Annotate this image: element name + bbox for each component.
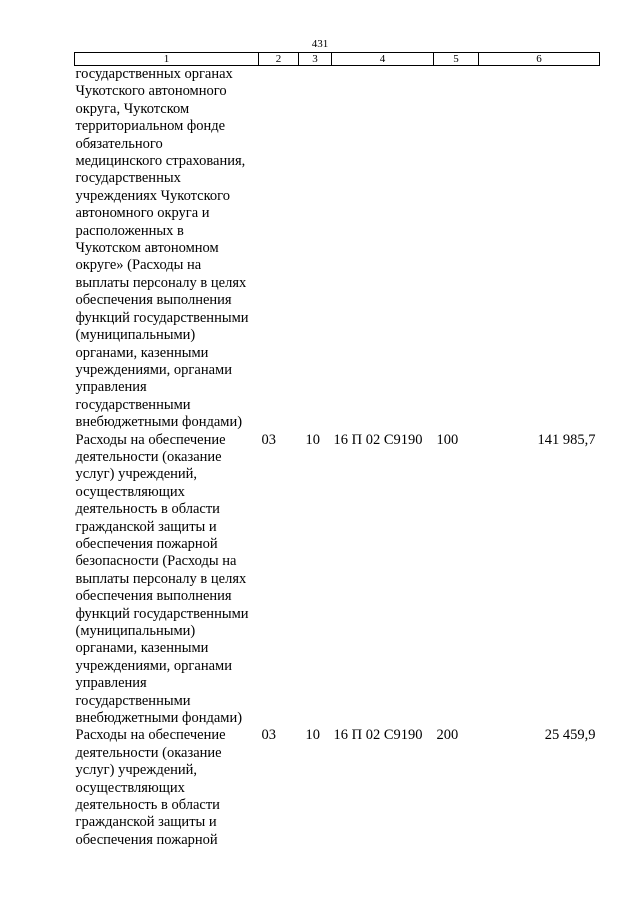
header-col-5: 5 xyxy=(434,53,479,66)
table-row xyxy=(75,727,600,849)
table-row xyxy=(75,432,600,728)
table-header-row xyxy=(75,53,600,66)
row-section-cell: 03 xyxy=(261,431,276,448)
row-expense-type-cell: 100 xyxy=(436,431,459,448)
row-name-cell xyxy=(75,66,259,432)
row-amount-cell: 141 985,7 xyxy=(537,431,596,448)
header-col-1: 1 xyxy=(75,53,259,66)
header-col-3: 3 xyxy=(299,53,332,66)
row-subsection-cell: 10 xyxy=(305,431,320,448)
row-subsection-cell xyxy=(299,66,332,432)
header-col-6: 6 xyxy=(479,53,600,66)
row-expense-type-cell: 200 xyxy=(436,727,459,744)
table-row xyxy=(75,66,600,432)
row-subsection-cell: 10 xyxy=(305,727,320,744)
row-name-text: государственных органах Чукотского автономного округа, Чукотском территориальном фонде обязательного медицинского страхования, государственных учреждениях Чукотского автономного округа и расположенных в Чукотском автономном округе» (Расходы на выплаты персоналу в целях обеспечения выполнения функций государственными (муниципальными) органами, казенными учреждениями, органами управления государственными внебюджетными фондами) xyxy=(75,66,249,431)
row-section-cell: 03 xyxy=(261,727,276,744)
row-article-cell xyxy=(332,66,434,432)
row-name-cell xyxy=(75,727,259,849)
header-col-4: 4 xyxy=(332,53,434,66)
row-article-cell: 16 П 02 С9190 xyxy=(333,431,423,448)
row-amount-cell xyxy=(479,66,600,432)
row-name-text: Расходы на обеспечение деятельности (оказание услуг) учреждений, осуществляющих деятельность в области гражданской защиты и обеспечения пожарной безопасности (Расходы на выплаты персоналу в целях обеспечения выполнения функций государственными (муниципальными) органами, казенными учреждениями, органами управления государственными внебюджетными фондами) xyxy=(75,431,249,727)
row-section-cell xyxy=(259,66,299,432)
row-name-cell xyxy=(75,432,259,728)
header-col-2: 2 xyxy=(259,53,299,66)
row-name-text: Расходы на обеспечение деятельности (оказание услуг) учреждений, осуществляющих деятельность в области гражданской защиты и обеспечения пожарной xyxy=(75,727,226,848)
row-article-cell: 16 П 02 С9190 xyxy=(333,727,423,744)
page-number: 431 xyxy=(311,38,329,50)
budget-table xyxy=(74,52,600,849)
row-expense-type-cell xyxy=(434,66,479,432)
row-amount-cell: 25 459,9 xyxy=(544,727,596,744)
